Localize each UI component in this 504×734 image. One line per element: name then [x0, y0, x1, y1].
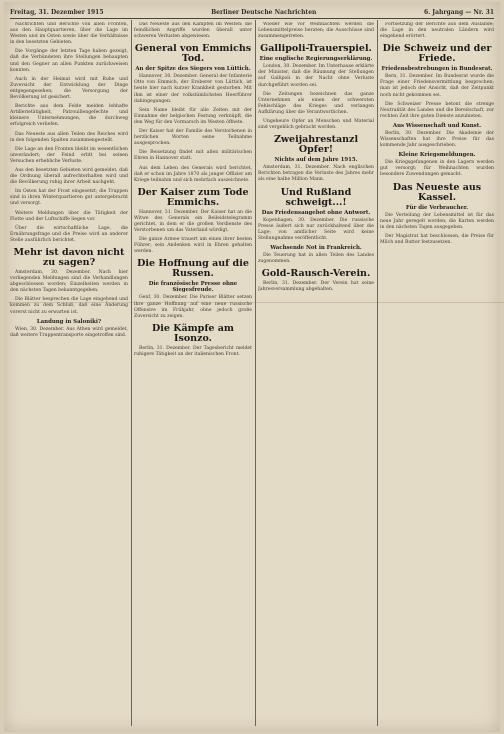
article-paragraph: Berlin, 31. Dezember. Der Tagesbericht meldet ruhigere Tätigkeit an der italienischen Front.	[134, 345, 252, 357]
article-paragraph: Amsterdam, 31. Dezember. Nach englischen Berichten betragen die Verluste des Jahres mehr als eine halbe Million Mann.	[258, 165, 374, 183]
article-paragraph: Nachrichten und Berichte von allen Fronten, aus den Hauptquartieren, über die Lage im Westen und im Osten sowie über die Verhältnisse in den besetzten Gebieten.	[10, 22, 128, 46]
column-divider	[377, 20, 378, 726]
article-subheadline: Wachsende Not in Frankreich.	[270, 244, 362, 251]
article-paragraph: Der Magistrat hat beschlossen, die Preise für Milch und Butter festzusetzen.	[380, 233, 494, 245]
article-paragraph: Weitere Meldungen über die Tätigkeit der Flotte und der Luftschiffe liegen vor.	[10, 210, 128, 222]
article-subheadline: Für die Verbraucher.	[405, 204, 469, 211]
article-paragraph: Auch in der Heimat wird mit Ruhe und Zuversicht der Entwicklung der Dinge entgegengesehen; die Versorgung der Bevölkerung ist gesichert.	[10, 76, 128, 101]
article-paragraph: Die Teuerung hat in allen Teilen des Landes zugenommen.	[258, 252, 374, 264]
article-paragraph: Die Verteilung der Lebensmittel ist für das neue Jahr geregelt worden; die Karten werden in den nächsten Tagen ausgegeben.	[380, 212, 494, 230]
article-paragraph: Amsterdam, 30. Dezember. Nach hier vorliegenden Meldungen sind die Verhandlungen abgeschlossen worden; Einzelheiten werden in den nächsten Tagen bekanntgegeben.	[10, 270, 128, 294]
article-subheadline: Friedensbestrebungen in Bundesrat.	[381, 66, 493, 73]
article-paragraph: Das Neueste aus den Kämpfen im Westen: die feindlichen Angriffe wurden überall unter schweren Verlusten abgewiesen.	[134, 22, 252, 40]
article-paragraph: Die Beisetzung findet mit allen militärischen Ehren in Hannover statt.	[134, 150, 252, 162]
article-headline: Der Kaiser zum Tode Emmichs.	[137, 186, 249, 208]
article-paragraph: Aus dem Leben des Generals wird berichtet, daß er schon im Jahre 1870 als junger Offizier am Kriege teilnahm und sich mehrfach auszeichnete.	[134, 165, 252, 183]
masthead-title: Berliner Deutsche Nachrichten	[211, 8, 317, 16]
article-paragraph: Im Osten hat der Frost eingesetzt; die Truppen sind in ihren Winterquartieren gut untergebracht und versorgt.	[10, 189, 128, 207]
article-paragraph: Aus den besetzten Gebieten wird gemeldet, daß die Ordnung überall aufrechterhalten wird und die Bevölkerung ruhig ihrer Arbeit nachgeht.	[10, 167, 128, 186]
newspaper-page	[4, 2, 500, 732]
article-headline: Das Neueste aus Kassel.	[392, 181, 482, 203]
article-headline: Zweijahrestanzl Opfer!	[273, 134, 359, 156]
article-paragraph: Hannover, 30. Dezember. General der Infanterie Otto von Emmich, der Eroberer von Lüttich, ist heute hier nach kurzer Krankheit gestorben. Mit ihm ist einer der volkstümlichsten Heerführer dahingegangen.	[134, 74, 252, 104]
column-divider	[255, 20, 256, 726]
article-paragraph: Hannover, 31. Dezember. Der Kaiser hat an die Witwe des Generals ein Beileidstelegramm gerichtet, in dem er die großen Verdienste des Verstorbenen um das Vaterland würdigt.	[134, 209, 252, 234]
article-paragraph: Berlin, 30. Dezember. Die Akademie der Wissenschaften hat ihre Preise für das kommende Jahr ausgeschrieben.	[380, 130, 494, 149]
article-headline: Die Schweiz und der Friede.	[382, 43, 492, 65]
article-headline: Gallipoli-Trauerspiel.	[260, 43, 372, 55]
article-paragraph: Wieder wie vor Weihnachten werden die Lebensmittelpreise beraten; die Ausschüsse sind zusammengetreten.	[258, 22, 374, 40]
article-headline: General von Emmichs Tod.	[134, 43, 252, 65]
article-headline: Die Hoffnung auf die Russen.	[137, 258, 249, 280]
column-3	[258, 22, 374, 726]
article-subheadline: Die französische Presse ohne Siegesfreude.	[148, 281, 238, 294]
article-subheadline: Eine englische Regierungserklärung.	[259, 56, 373, 63]
article-paragraph: Der Kaiser hat der Familie des Verstorbenen in herzlichen Worten seine Teilnahme ausgesprochen.	[134, 129, 252, 147]
column-4	[380, 22, 494, 726]
article-paragraph: Bern, 31. Dezember. Im Bundesrat wurde die Frage einer Friedensvermittlung besprochen; man ist jedoch der Ansicht, daß der Zeitpunkt noch nicht gekommen sei.	[380, 74, 494, 98]
article-paragraph: London, 30. Dezember. Im Unterhause erklärte der Minister, daß die Räumung der Stellungen auf Gallipoli in der Nacht ohne Verluste durchgeführt worden sei.	[258, 64, 374, 88]
article-paragraph: Die Schweizer Presse betont die strenge Neutralität des Landes und die Bereitschaft, zur rechten Zeit ihre guten Dienste anzubieten.	[380, 101, 494, 119]
article-paragraph: Über die wirtschaftliche Lage, die Ernährungsfrage und die Preise wird an anderer Stelle ausführlich berichtet.	[10, 225, 128, 243]
article-paragraph: Ungeheure Opfer an Menschen und Material sind vergeblich gebracht worden.	[258, 119, 374, 131]
article-subheadline: Nichts auf dem Jahre 1915.	[274, 157, 358, 164]
article-paragraph: Kopenhagen, 30. Dezember. Die russische Presse äußert sich nur zurückhaltend über die Lage; von amtlicher Seite wird keine Stellungnahme veröffentlicht.	[258, 217, 374, 241]
article-paragraph: Wien, 30. Dezember. Aus Athen wird gemeldet, daß weitere Truppentransporte eingetroffen sind.	[10, 326, 128, 338]
article-paragraph: Die Vorgänge der letzten Tage haben gezeigt, daß die Verbündeten ihre Stellungen behaupten und den Gegner an allen Punkten zurückweisen konnten.	[10, 49, 128, 73]
article-subheadline: Kleine Kriegsmeldungen.	[398, 152, 476, 159]
article-subheadline: Landung in Saloniki?	[36, 318, 102, 325]
article-headline: Die Kämpfe am Isonzo.	[152, 322, 234, 344]
column-1	[10, 22, 128, 726]
article-headline: Mehr ist davon nicht zu sagen?	[13, 247, 125, 268]
article-paragraph: Die Blätter besprechen die Lage eingehend und kommen zu dem Schluß, daß eine Änderung vorerst nicht zu erwarten ist.	[10, 297, 128, 315]
column-2	[134, 22, 252, 726]
masthead-date: Freitag, 31. Dezember 1915	[10, 8, 104, 16]
article-paragraph: Die Kriegsgefangenen in den Lagern werden gut versorgt; für Weihnachten wurden besondere Zuwendungen gemacht.	[380, 160, 494, 178]
article-paragraph: Sein Name bleibt für alle Zeiten mit der Einnahme der belgischen Festung verknüpft, die den Weg für den Vormarsch im Westen öffnete.	[134, 107, 252, 125]
article-paragraph: Genf, 30. Dezember. Die Pariser Blätter setzen ihre ganze Hoffnung auf eine neue russische Offensive im Frühjahr, ohne jedoch große Zuversicht zu zeigen.	[134, 295, 252, 319]
article-subheadline: An der Spitze des Siegers von Lüttich.	[135, 66, 251, 73]
article-paragraph: Berlin, 31. Dezember. Der Verein hat seine Jahresversammlung abgehalten.	[258, 281, 374, 293]
column-divider	[131, 20, 132, 726]
masthead-rule	[10, 18, 494, 19]
article-paragraph: Berichte aus dem Felde melden lebhafte Artillerietätigkeit, Patrouillengefechte und kleinere Unternehmungen, die durchweg erfolgreich verliefen.	[10, 104, 128, 128]
article-paragraph: Die ganze Armee trauert um einen ihrer besten Führer; sein Andenken wird in Ehren gehalten werden.	[134, 237, 252, 255]
article-paragraph: Fortsetzung der Berichte aus dem Auslande; die Lage in den neutralen Ländern wird eingehend erörtert.	[380, 22, 494, 40]
article-paragraph: Das Neueste aus allen Teilen des Reiches wird in den folgenden Spalten zusammengestellt.	[10, 131, 128, 143]
article-subheadline: Das Friedensangebot ohne Antwort.	[261, 209, 371, 216]
masthead	[10, 6, 494, 18]
article-paragraph: Die Zeitungen bezeichnen das ganze Unternehmen als einen der schwersten Fehlschläge des Krieges und verlangen Aufklärung über die Verantwortlichen.	[258, 91, 374, 115]
paper-fold	[8, 302, 504, 303]
article-subheadline: Aus Wissenschaft und Kunst.	[392, 122, 482, 129]
article-headline: Und Rußland schweigt...!	[280, 186, 352, 208]
masthead-issue: 6. Jahrgang — Nr. 31	[423, 8, 494, 16]
article-headline: Gold-Rausch-Verein.	[261, 268, 371, 280]
article-paragraph: Die Lage an den Fronten bleibt im wesentlichen unverändert; der Feind erlitt bei seinen Versuchen erhebliche Verluste.	[10, 146, 128, 164]
